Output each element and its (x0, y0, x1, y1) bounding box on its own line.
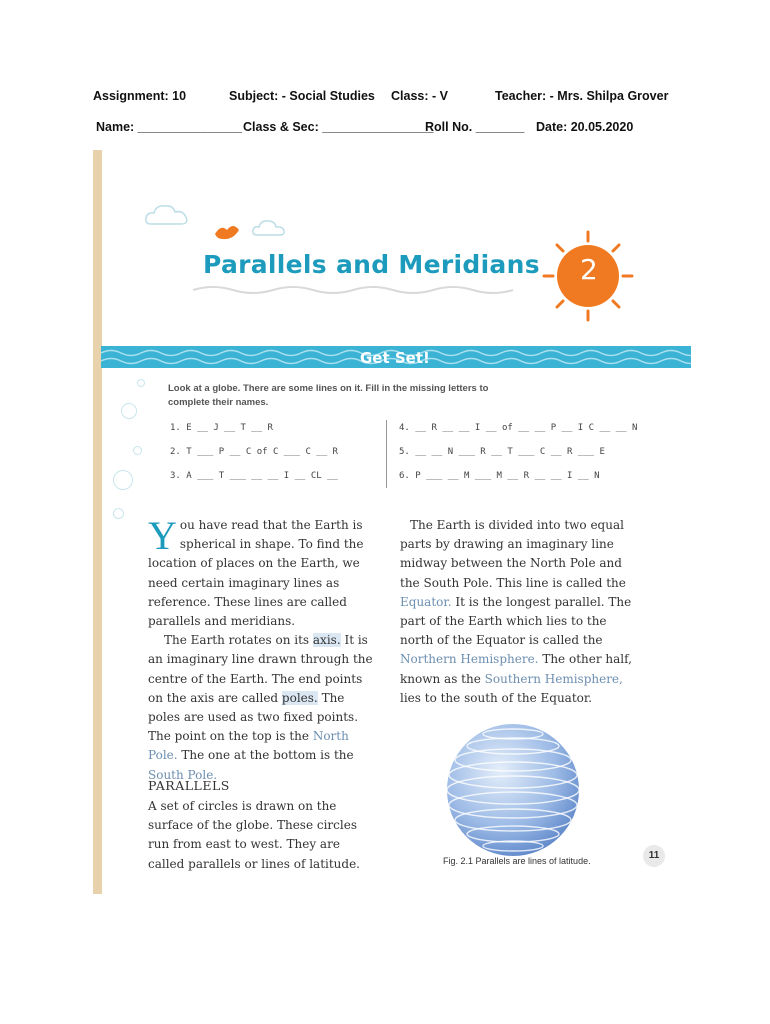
cloud-icon (143, 202, 191, 228)
term-axis: axis. (312, 633, 341, 648)
title-underline-wave (193, 284, 523, 296)
parallels-heading: PARALLELS (148, 778, 230, 793)
exercise-item: 1. E __ J __ T __ R (170, 423, 273, 433)
exercise-item: 5. __ __ N ___ R __ T ___ C __ R ___ E (399, 447, 605, 457)
figure-caption: Fig. 2.1 Parallels are lines of latitude. (443, 856, 591, 866)
subject-label: Subject: - Social Studies (229, 89, 375, 103)
term-equator: Equator. (400, 594, 452, 609)
exercise-divider (386, 420, 387, 488)
paragraph-text: lies to the south of the Equator. (400, 690, 593, 705)
paragraph-text: The other half, known as the (400, 652, 632, 686)
paragraph-text: The Earth rotates on its (164, 633, 313, 648)
bubble-decoration (121, 403, 137, 419)
name-field: Name: _______________ (96, 120, 242, 134)
term-southern-hemisphere: Southern Hemisphere, (484, 671, 623, 686)
chapter-number: 2 (580, 253, 598, 286)
exercise-item: 4. __ R __ __ I __ of __ __ P __ I C __ __ N (399, 423, 638, 433)
page-binding-edge (93, 150, 102, 894)
bubble-decoration (137, 379, 145, 387)
class-label: Class: - V (391, 89, 448, 103)
bubble-decoration (113, 470, 133, 490)
paragraph-axis (148, 631, 378, 785)
globe-parallels-figure (443, 720, 583, 860)
exercise-instruction: complete their names. (168, 397, 269, 408)
bird-icon (211, 220, 241, 242)
parallels-paragraph: A set of circles is drawn on the surface of the globe. These circles run from east to west. They are called parallels or lines of latitude. (148, 799, 360, 871)
right-text-column (400, 516, 632, 708)
assignment-label: Assignment: 10 (93, 89, 187, 103)
paragraph-equator (400, 516, 632, 708)
class-sec-field: Class & Sec: ________________ (243, 120, 434, 134)
roll-no-field: Roll No. _______ (425, 120, 525, 134)
exercise-item: 6. P ___ __ M ___ M __ R __ __ I __ N (399, 471, 600, 481)
term-northern-hemisphere: Northern Hemisphere. (400, 652, 539, 667)
paragraph-text: It is the longest parallel. The part of the Earth which lies to the north of the Equator is called the (400, 594, 632, 648)
paragraph-intro (148, 513, 378, 631)
chapter-title: Parallels and Meridians (203, 250, 540, 279)
paragraph-text: The poles are used as two fixed points. The point on the top is the (148, 690, 359, 744)
date-label: Date: 20.05.2020 (536, 120, 634, 134)
paragraph-text: ou have read that the Earth is spherical in shape. To find the location of places on the Earth, we need certain imaginary lines as reference. These lines are called parallels and meridians. (148, 518, 364, 629)
paragraph-text: It is an imaginary line drawn through the centre of the Earth. The end points on the axis are called (148, 633, 373, 705)
term-south-pole: South Pole. (148, 767, 218, 782)
term-poles: poles. (281, 690, 318, 705)
get-set-heading: Get Set! (360, 349, 430, 367)
paragraph-text: The Earth is divided into two equal parts by drawing an imaginary line midway between the North Pole and the South Pole. This line is called the (400, 518, 626, 590)
bubble-decoration (133, 446, 142, 455)
page-number: 11 (643, 845, 665, 867)
exercise-item: 2. T ___ P __ C of C ___ C __ R (170, 447, 338, 457)
exercise-instruction: Look at a globe. There are some lines on it. Fill in the missing letters to (168, 383, 489, 394)
textbook-page-scan (93, 150, 691, 894)
exercise-item: 3. A ___ T ___ __ __ I __ CL __ (170, 471, 338, 481)
bubble-decoration (113, 508, 124, 519)
term-north-pole: North Pole. (148, 729, 349, 763)
left-text-column (148, 513, 378, 785)
cloud-icon (251, 218, 287, 238)
teacher-label: Teacher: - Mrs. Shilpa Grover (495, 89, 669, 103)
paragraph-text: The one at the bottom is the (177, 748, 354, 763)
dropcap: Y (148, 513, 177, 558)
